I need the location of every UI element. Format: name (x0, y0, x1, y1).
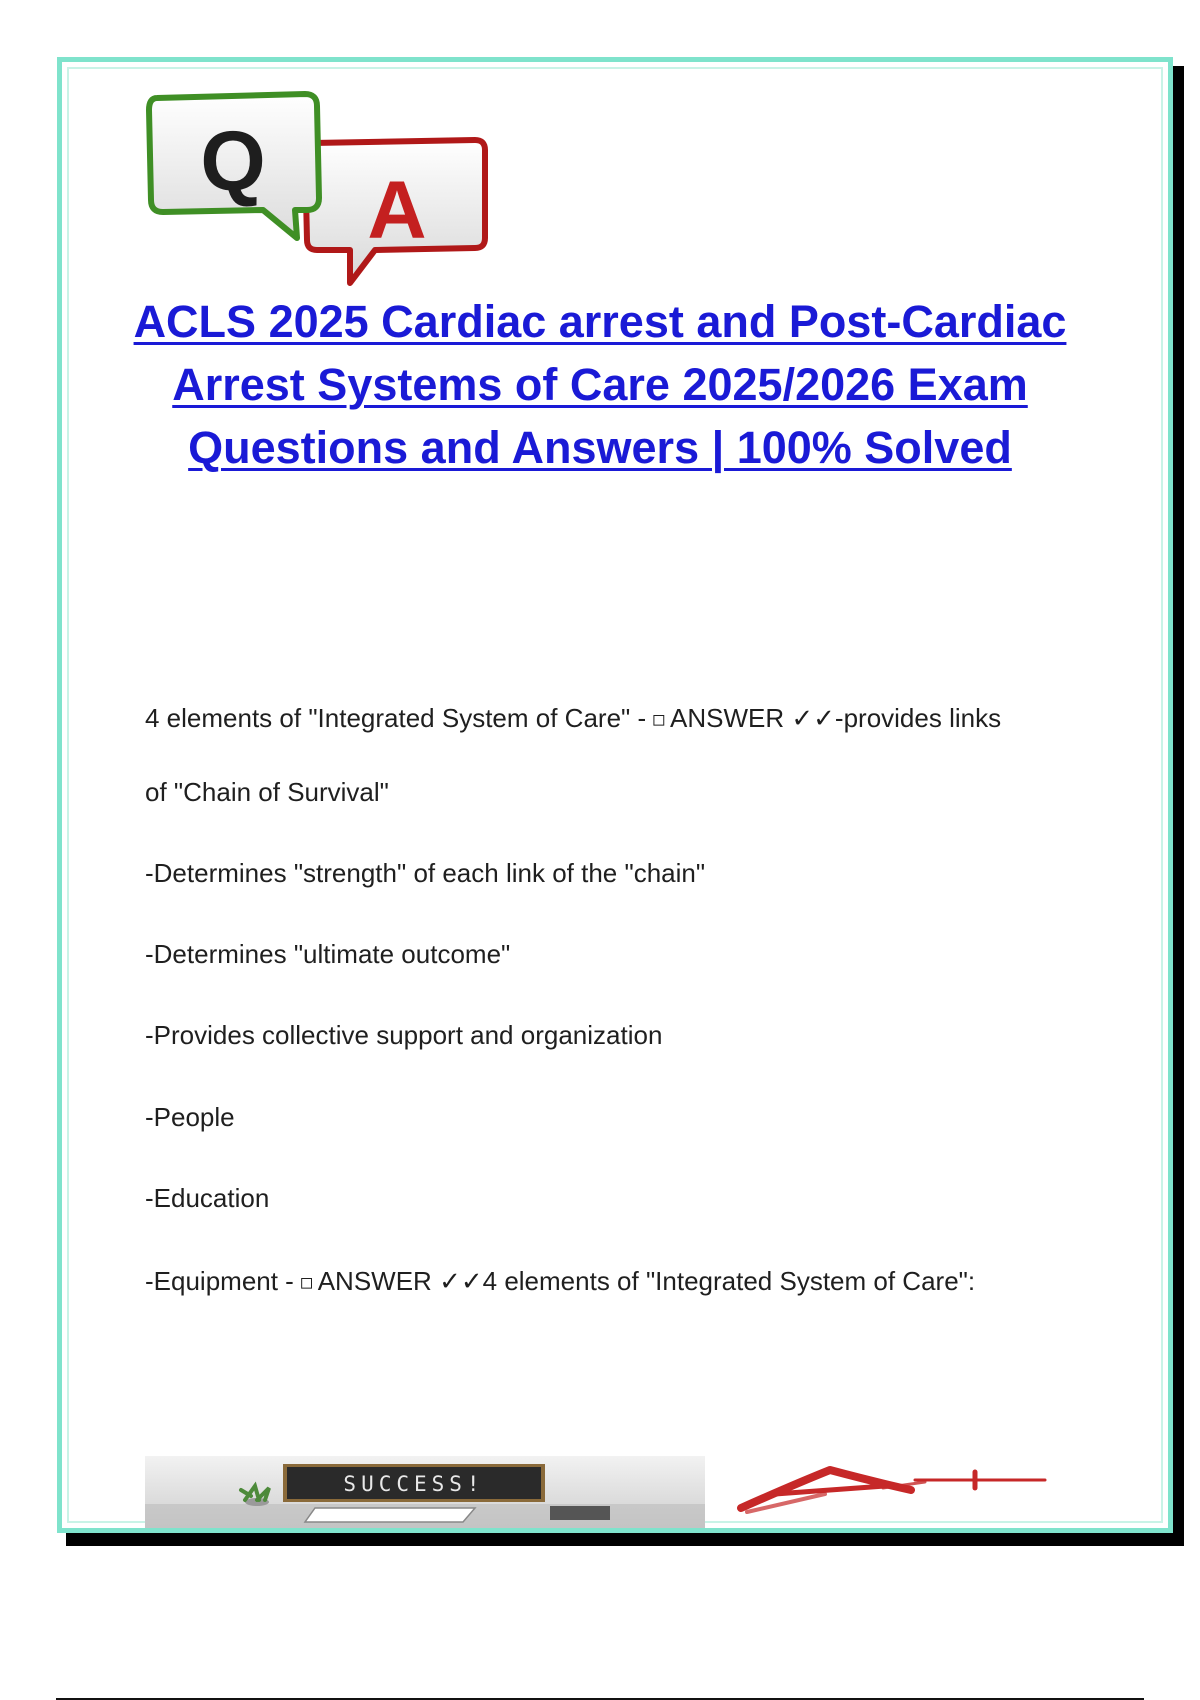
grade-brush-image (735, 1454, 1055, 1534)
document-title[interactable]: ACLS 2025 Cardiac arrest and Post-Cardiac Arrest Systems of Care 2025/2026 Exam Questions and Answers | 100% Solved (133, 296, 1067, 473)
chalkboard-icon (283, 1464, 545, 1502)
answer-letter: A (367, 165, 427, 256)
question-2-text: -Equipment - (145, 1266, 302, 1296)
question-2 (145, 1266, 975, 1297)
success-banner-text: SUCCESS! (343, 1472, 485, 1496)
list-item: -Determines "strength" of each link of the "chain" (145, 858, 706, 888)
grade-brush-icon (741, 1470, 1045, 1512)
double-check-icon: ✓✓ (439, 1267, 483, 1297)
answer-marker-icon: □ (301, 1272, 312, 1293)
answer-marker-icon: □ (653, 709, 665, 730)
answer-1-continued: of "Chain of Survival" (145, 777, 389, 807)
list-item: -Determines "ultimate outcome" (145, 939, 511, 969)
answer-label: ANSWER (664, 703, 792, 733)
answer-1-start: -provides links (834, 703, 1002, 733)
question-bubble-icon (149, 94, 319, 238)
question-1 (145, 703, 1001, 734)
qa-logo (145, 88, 495, 288)
double-check-icon: ✓✓ (791, 704, 835, 734)
list-item: -People (145, 1102, 235, 1132)
answer-label: ANSWER (311, 1266, 440, 1296)
list-item: -Education (145, 1183, 270, 1213)
success-banner-image (145, 1456, 705, 1528)
question-1-text: 4 elements of "Integrated System of Care" - (145, 703, 654, 733)
answer-2-text: 4 elements of "Integrated System of Care": (482, 1266, 976, 1296)
calculator-icon (550, 1506, 610, 1520)
answer-bubble-icon (305, 140, 485, 283)
list-item: -Provides collective support and organization (145, 1020, 663, 1050)
question-letter: Q (200, 114, 266, 208)
